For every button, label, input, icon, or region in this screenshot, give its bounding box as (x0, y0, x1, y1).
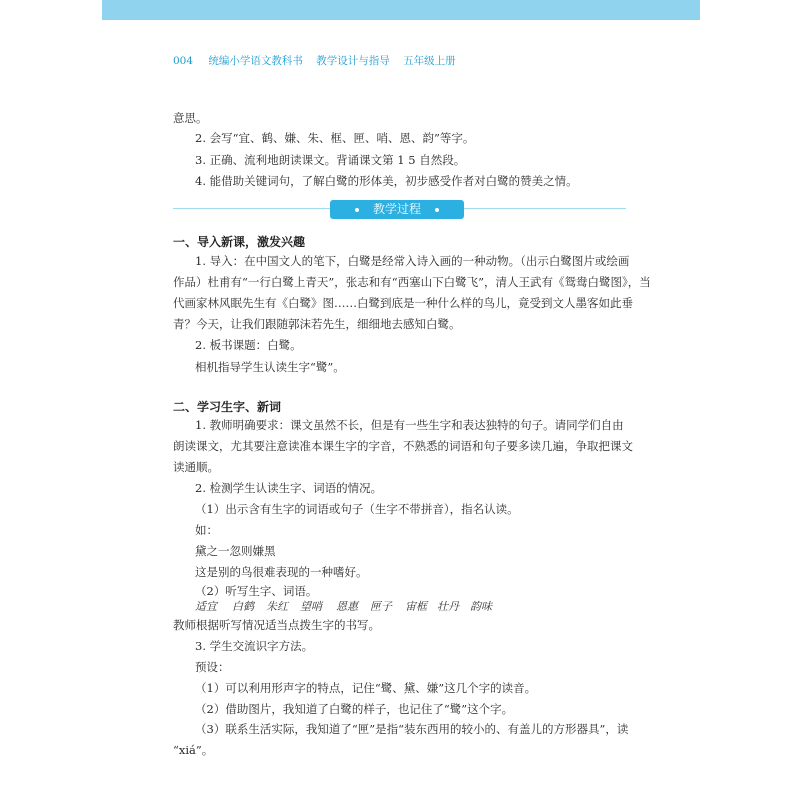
s1-p1-line3: 代画家林风眠先生有《白鹭》图……白鹭到底是一种什么样的鸟儿，竟受到文人墨客如此垂 (173, 296, 633, 310)
s2-p1-line3: 读通顺。 (173, 460, 219, 474)
section2-heading: 二、学习生字、新词 (173, 400, 282, 414)
book-subtitle: 教学设计与指导 (316, 55, 390, 67)
s2-p13-line1: （3）联系生活实际，我知道了“匣”是指“装东西用的较小的、有盖儿的方形器具”，读 (195, 722, 629, 736)
s2-p1-line2: 朗读课文，尤其要注意读准本课生字的字音，不熟悉的词语和句子要多读几遍，争取把课文 (173, 439, 633, 453)
running-header (173, 53, 466, 68)
intro-line-1: 意思。 (173, 111, 208, 125)
s1-p1-line2: 作品）杜甫有“一行白鹭上青天”，张志和有“西塞山下白鹭飞”，清人王武有《鸳鸯白鹭图》，当 (173, 275, 651, 289)
s2-p9: 3. 学生交流识字方法。 (195, 639, 314, 653)
s2-p13-line2: “xiá”。 (173, 743, 214, 757)
s2-p1-line1: 1. 教师明确要求：课文虽然不长，但是有一些生字和表达独特的句子。请同学们自由 (195, 418, 624, 432)
s2-p8: 教师根据听写情况适当点拨生字的书写。 (173, 618, 380, 632)
divider-left (173, 208, 330, 209)
section1-heading: 一、导入新课，激发兴趣 (173, 235, 306, 249)
s2-p5: 黛之一忽则嫌黑 (195, 544, 276, 558)
handwritten-word: 朱红 (266, 600, 288, 613)
book-grade: 五年级上册 (403, 55, 456, 67)
intro-line-3: 3. 正确、流利地朗读课文。背诵课文第 1 5 自然段。 (195, 153, 466, 167)
s2-p6: 这是别的鸟很难表现的一种嗜好。 (195, 565, 368, 579)
banner-label: 教学过程 (372, 202, 421, 216)
s2-p12: （2）借助图片，我知道了白鹭的样子，也记住了“鹭”这个字。 (195, 702, 514, 716)
intro-line-2: 2. 会写“宜、鹤、嫌、朱、框、匣、哨、恩、韵”等字。 (195, 131, 475, 145)
s2-p2: 2. 检测学生认读生字、词语的情况。 (195, 481, 383, 495)
banner-dot-right (435, 208, 439, 212)
s1-p3: 相机指导学生认读生字“鹭”。 (195, 360, 345, 374)
s2-p3: （1）出示含有生字的词语或句子（生字不带拼音），指名认读。 (195, 502, 519, 516)
s2-p10: 预设： (195, 660, 230, 674)
banner-dot-left (355, 208, 359, 212)
handwritten-word: 白鹤 (232, 600, 254, 613)
s2-p4: 如： (195, 523, 218, 537)
top-color-bar (102, 0, 700, 20)
s2-p7: （2）听写生字、词语。 (195, 584, 318, 598)
handwritten-word: 匣子 (370, 600, 392, 613)
intro-line-4: 4. 能借助关键词句，了解白鹭的形体美，初步感受作者对白鹭的赞美之情。 (195, 174, 578, 188)
divider-right (464, 208, 626, 209)
s1-p1-line4: 青？今天，让我们跟随郭沫若先生，细细地去感知白鹭。 (173, 317, 461, 331)
s1-p2: 2. 板书课题：白鹭。 (195, 338, 302, 352)
book-title: 统编小学语文教科书 (208, 55, 303, 67)
section-banner (330, 200, 464, 219)
handwritten-word: 宙框 (405, 600, 427, 613)
s1-p1-line1: 1. 导入：在中国文人的笔下，白鹭是经常入诗入画的一种动物。（出示白鹭图片或绘画 (195, 254, 630, 268)
page-number: 004 (173, 55, 194, 67)
handwritten-word: 恩惠 (336, 600, 358, 613)
handwritten-word: 壮丹 (437, 600, 459, 613)
handwritten-word: 适宜 (195, 600, 217, 613)
s2-p11: （1）可以利用形声字的特点，记住“鹭、黛、嫌”这几个字的读音。 (195, 681, 537, 695)
handwritten-word: 韵味 (470, 600, 492, 613)
handwritten-word: 望哨 (300, 600, 322, 613)
